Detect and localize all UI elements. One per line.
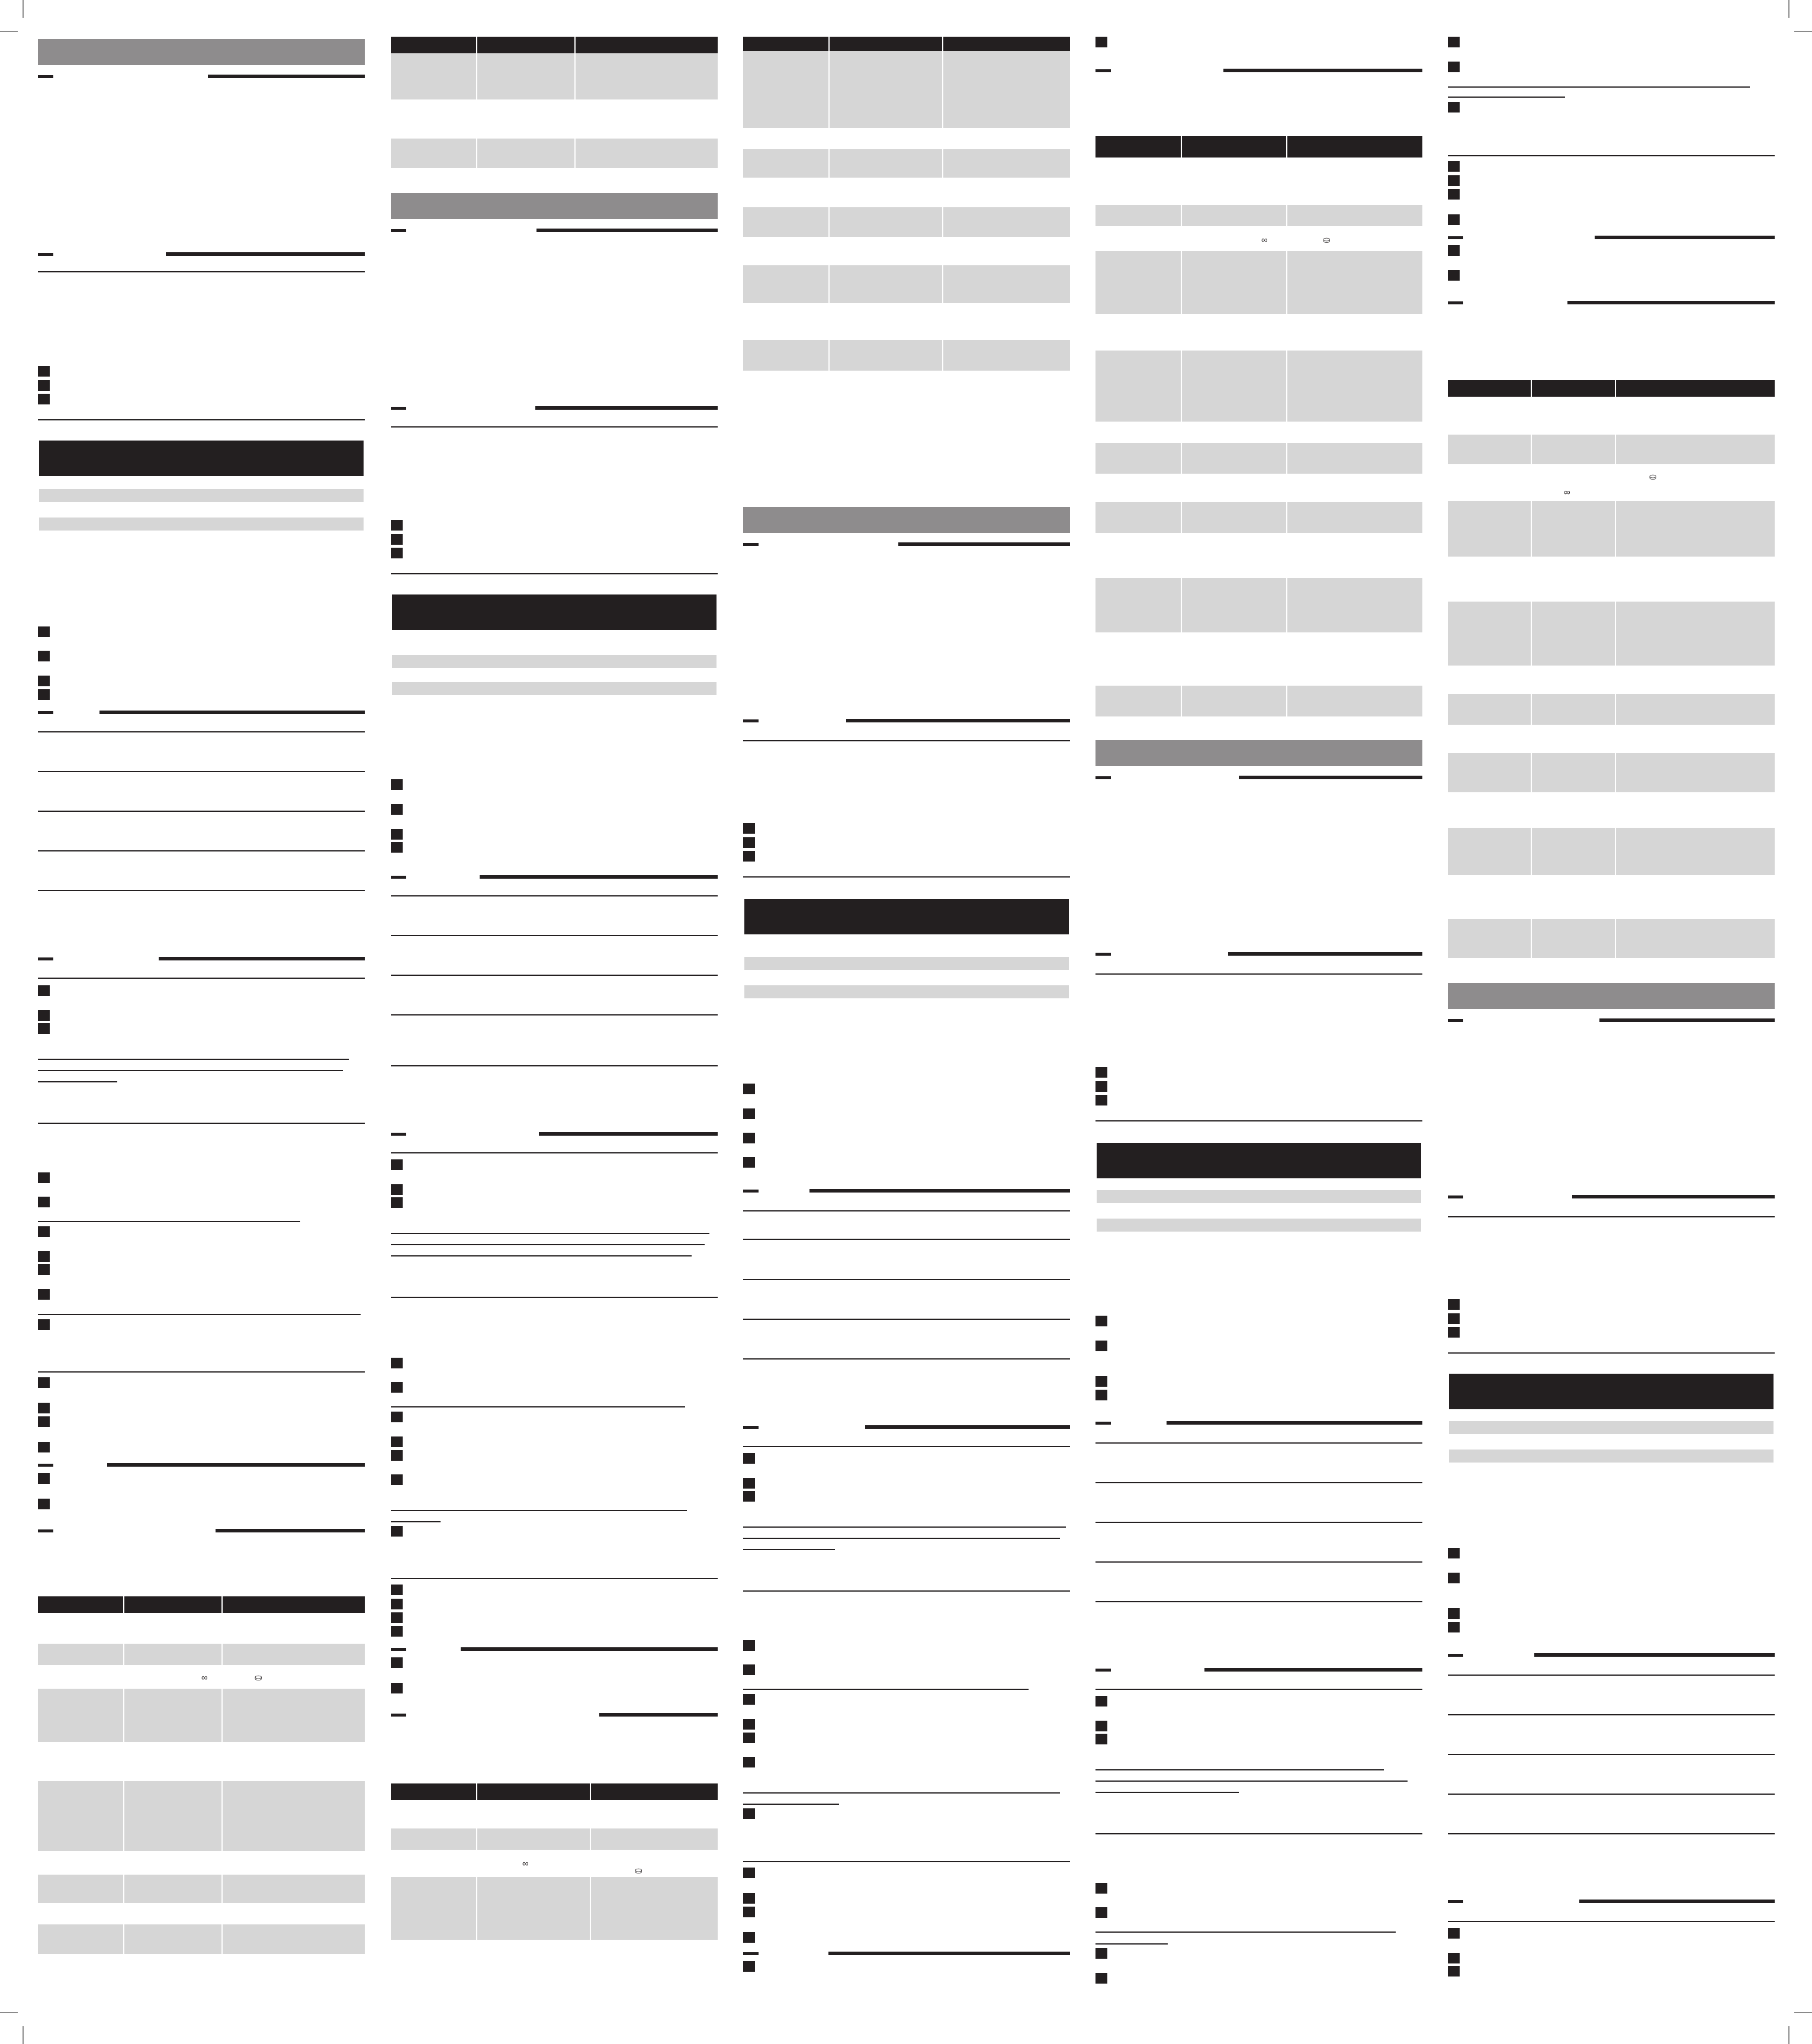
note-rule	[391, 1244, 705, 1245]
table-row	[38, 1924, 365, 1954]
cycle-icon: ∞	[1564, 487, 1570, 497]
subtitle-bar	[1097, 1219, 1421, 1232]
divider	[743, 740, 1070, 741]
table-row	[38, 1781, 365, 1851]
divider	[38, 811, 365, 812]
note-rule	[38, 1070, 343, 1071]
step-marker	[38, 366, 50, 377]
step-marker	[38, 1023, 50, 1034]
column-3	[743, 0, 1070, 2044]
section-band	[38, 39, 365, 65]
step-marker	[743, 823, 755, 834]
step-marker	[391, 829, 403, 840]
table-row	[38, 1689, 365, 1742]
crop-mark-bottom-right	[1788, 2026, 1789, 2044]
step-marker	[1448, 102, 1460, 113]
divider	[1095, 1833, 1422, 1834]
divider	[1448, 155, 1775, 156]
step-marker	[38, 1377, 50, 1388]
step-marker	[38, 1416, 50, 1427]
subsection-header	[391, 874, 718, 880]
divider	[1095, 1482, 1422, 1483]
divider	[1095, 973, 1422, 975]
step-marker	[391, 548, 403, 558]
divider	[1095, 1522, 1422, 1523]
subsection-header	[743, 1424, 1070, 1430]
settings-table-continued	[391, 37, 718, 168]
subsection-header	[38, 709, 365, 715]
step-marker	[38, 626, 50, 637]
table-header-row	[391, 37, 718, 53]
step-marker	[391, 534, 403, 545]
chapter-band	[392, 594, 717, 630]
step-marker	[391, 1159, 403, 1170]
section-band	[1095, 740, 1422, 766]
chapter-band	[744, 899, 1069, 934]
divider	[391, 1014, 718, 1015]
step-marker	[391, 1612, 403, 1623]
step-marker	[1095, 1067, 1107, 1078]
step-marker	[391, 1358, 403, 1368]
step-marker	[38, 1289, 50, 1300]
step-marker	[743, 1694, 755, 1705]
step-marker	[391, 1450, 403, 1461]
step-marker	[391, 1526, 403, 1537]
step-marker	[1095, 1376, 1107, 1387]
step-marker	[743, 1893, 755, 1904]
subtitle-bar	[392, 682, 717, 695]
basket-icon: ⛀	[635, 1866, 642, 1876]
divider	[743, 1279, 1070, 1280]
divider	[743, 1358, 1070, 1360]
step-marker	[743, 1961, 755, 1972]
step-marker	[391, 842, 403, 853]
note-rule	[1448, 97, 1565, 98]
table-row	[1448, 501, 1775, 557]
step-marker	[38, 1251, 50, 1262]
table-row	[1095, 205, 1422, 226]
step-marker	[1448, 1313, 1460, 1324]
note-rule	[38, 1059, 349, 1060]
subsection-header	[38, 73, 365, 79]
step-marker	[1095, 1883, 1107, 1894]
divider	[391, 1065, 718, 1066]
note-rule	[1095, 1781, 1408, 1782]
table-row	[1095, 502, 1422, 533]
divider	[391, 1578, 718, 1579]
subsection-header	[743, 541, 1070, 547]
subsection-header	[38, 956, 365, 962]
table-row	[38, 1875, 365, 1903]
note-rule	[1448, 86, 1750, 88]
step-marker	[743, 1808, 755, 1819]
cycle-icon: ∞	[522, 1859, 529, 1869]
subsection-header	[391, 227, 718, 233]
note-rule	[391, 1510, 687, 1511]
step-marker	[1448, 1573, 1460, 1583]
table-row	[1095, 351, 1422, 422]
subsection-header	[1448, 1898, 1775, 1904]
table-row	[1095, 251, 1422, 314]
divider	[1095, 1561, 1422, 1563]
step-marker	[38, 689, 50, 700]
step-marker	[1448, 270, 1460, 281]
note-rule	[38, 1081, 117, 1082]
step-marker	[391, 1585, 403, 1595]
step-marker	[1448, 189, 1460, 200]
step-marker	[38, 1172, 50, 1183]
divider	[38, 850, 365, 851]
note-rule	[38, 1221, 300, 1222]
settings-table-continued	[743, 37, 1070, 371]
step-marker	[743, 1157, 755, 1168]
settings-table-continued	[1095, 136, 1422, 716]
step-marker	[38, 651, 50, 661]
divider	[1448, 1675, 1775, 1676]
crop-mark-right-top	[1794, 31, 1812, 32]
step-marker	[391, 804, 403, 815]
column-5	[1448, 0, 1775, 2044]
chapter-band	[1097, 1143, 1421, 1178]
step-marker	[1448, 175, 1460, 186]
step-marker	[1448, 1327, 1460, 1338]
divider	[38, 1371, 365, 1373]
step-marker	[391, 520, 403, 531]
subsection-header	[38, 1528, 365, 1534]
step-marker	[1095, 37, 1107, 47]
divider	[743, 1319, 1070, 1320]
settings-table	[38, 1596, 365, 1956]
divider	[1095, 1601, 1422, 1602]
cycle-icon: ∞	[1261, 235, 1268, 245]
step-marker	[743, 1108, 755, 1119]
subsection-header	[38, 1462, 365, 1468]
divider	[1448, 1216, 1775, 1217]
step-marker	[743, 837, 755, 848]
subsection-header	[391, 1712, 718, 1718]
divider	[391, 426, 718, 428]
note-rule	[743, 1689, 1029, 1690]
subtitle-bar	[39, 489, 364, 502]
crop-mark-top-right	[1788, 0, 1789, 18]
subsection-header	[1448, 300, 1775, 306]
step-marker	[391, 1474, 403, 1485]
divider	[743, 1861, 1070, 1862]
step-marker	[1095, 1095, 1107, 1105]
step-marker	[1448, 245, 1460, 256]
note-rule	[1095, 1943, 1168, 1945]
divider	[38, 1314, 361, 1315]
subsection-header	[1095, 1420, 1422, 1426]
note-rule	[743, 1526, 1066, 1528]
step-marker	[38, 1403, 50, 1413]
step-marker	[391, 1184, 403, 1195]
note-rule	[391, 1521, 441, 1522]
step-marker	[1448, 1928, 1460, 1939]
step-marker	[1448, 62, 1460, 72]
divider	[1095, 1120, 1422, 1121]
note-rule	[1095, 1931, 1396, 1933]
subsection-header	[391, 1131, 718, 1137]
step-marker	[743, 1640, 755, 1651]
subsection-header	[1448, 234, 1775, 240]
divider	[38, 731, 365, 732]
note-rule	[1095, 1769, 1384, 1770]
step-marker	[1095, 1973, 1107, 1984]
column-4	[1095, 0, 1422, 2044]
subsection-header	[1448, 1652, 1775, 1658]
divider	[1448, 1754, 1775, 1755]
subsection-header	[1448, 1017, 1775, 1023]
subsection-header	[743, 718, 1070, 724]
table-row	[1448, 435, 1775, 464]
divider	[1448, 1794, 1775, 1795]
step-marker	[391, 1657, 403, 1668]
table-row	[743, 207, 1070, 237]
divider	[743, 1210, 1070, 1211]
column-1	[38, 0, 365, 2044]
crop-mark-bottom-left	[23, 2026, 24, 2044]
note-rule	[391, 1255, 692, 1256]
step-marker	[38, 1010, 50, 1021]
crop-mark-top-left	[23, 0, 24, 18]
step-marker	[38, 1226, 50, 1237]
subtitle-bar	[1449, 1421, 1774, 1434]
chapter-band	[1449, 1374, 1774, 1409]
divider	[391, 895, 718, 896]
crop-mark-right-bottom	[1794, 2012, 1812, 2013]
step-marker	[391, 1412, 403, 1422]
step-marker	[391, 1683, 403, 1693]
table-row	[1448, 919, 1775, 958]
divider	[391, 975, 718, 976]
divider	[391, 1152, 718, 1153]
divider	[1448, 1921, 1775, 1922]
table-row	[743, 149, 1070, 178]
cycle-icon: ∞	[201, 1673, 208, 1683]
step-marker	[743, 1664, 755, 1675]
step-marker	[1095, 1081, 1107, 1092]
table-header-row	[743, 37, 1070, 51]
subsection-header	[743, 1188, 1070, 1194]
table-row	[1095, 578, 1422, 632]
subsection-header	[1448, 1194, 1775, 1200]
step-marker	[743, 851, 755, 862]
step-marker	[1095, 1907, 1107, 1918]
note-rule	[743, 1804, 839, 1805]
table-row	[1095, 443, 1422, 474]
divider	[743, 1590, 1070, 1592]
step-marker	[391, 1197, 403, 1208]
step-marker	[391, 1599, 403, 1609]
table-header-row	[38, 1596, 365, 1613]
note-rule	[391, 1406, 685, 1407]
subsection-header	[391, 1646, 718, 1652]
step-marker	[38, 394, 50, 404]
step-marker	[38, 1499, 50, 1509]
table-row	[743, 265, 1070, 303]
section-band	[1448, 983, 1775, 1009]
divider	[38, 419, 365, 420]
subtitle-bar	[39, 518, 364, 531]
table-row	[1448, 602, 1775, 666]
divider	[1448, 1714, 1775, 1715]
step-marker	[38, 380, 50, 391]
divider	[38, 978, 365, 979]
step-marker	[1095, 1721, 1107, 1731]
table-row	[391, 1877, 718, 1940]
chapter-band	[39, 441, 364, 476]
step-marker	[1448, 1622, 1460, 1632]
step-marker	[743, 1733, 755, 1743]
step-marker	[391, 779, 403, 790]
step-marker	[391, 1626, 403, 1637]
settings-table-continued	[1448, 380, 1775, 960]
step-marker	[1095, 1316, 1107, 1326]
step-marker	[1448, 214, 1460, 225]
step-marker	[38, 1264, 50, 1275]
step-marker	[38, 985, 50, 996]
divider	[391, 935, 718, 936]
step-marker	[38, 676, 50, 686]
subtitle-bar	[1449, 1450, 1774, 1463]
step-marker	[38, 1442, 50, 1452]
basket-icon: ⛀	[255, 1673, 262, 1683]
divider	[38, 771, 365, 772]
divider	[38, 1123, 365, 1124]
table-row	[1448, 694, 1775, 725]
section-band	[391, 193, 718, 219]
note-rule	[1095, 1792, 1239, 1793]
subsection-header	[1095, 774, 1422, 780]
step-marker	[1448, 1966, 1460, 1976]
table-row	[38, 1644, 365, 1665]
step-marker	[743, 1868, 755, 1878]
step-marker	[743, 1491, 755, 1502]
step-marker	[38, 1473, 50, 1484]
step-marker	[1448, 1299, 1460, 1310]
subsection-header	[1095, 951, 1422, 957]
table-header-row	[1448, 380, 1775, 397]
table-row	[1448, 828, 1775, 875]
divider	[743, 876, 1070, 878]
divider	[391, 1297, 718, 1298]
divider	[1448, 1352, 1775, 1354]
note-rule	[391, 1233, 709, 1234]
step-marker	[1448, 1953, 1460, 1963]
table-row	[743, 340, 1070, 371]
step-marker	[1095, 1734, 1107, 1744]
subtitle-bar	[1097, 1190, 1421, 1203]
subtitle-bar	[744, 985, 1069, 998]
table-row	[391, 53, 718, 99]
step-marker	[743, 1478, 755, 1489]
settings-table	[391, 1783, 718, 1940]
subtitle-bar	[744, 957, 1069, 970]
step-marker	[743, 1453, 755, 1464]
note-rule	[743, 1549, 835, 1550]
step-marker	[1095, 1341, 1107, 1351]
table-row	[391, 1828, 718, 1850]
subsection-header	[1095, 1667, 1422, 1673]
step-marker	[1448, 161, 1460, 172]
section-band	[743, 507, 1070, 533]
step-marker	[38, 1319, 50, 1330]
divider	[1095, 1442, 1422, 1444]
step-marker	[1448, 37, 1460, 47]
step-marker	[743, 1907, 755, 1917]
table-row	[743, 51, 1070, 128]
column-2	[391, 0, 718, 2044]
step-marker	[1095, 1948, 1107, 1959]
divider	[391, 573, 718, 574]
divider	[38, 271, 365, 272]
table-header-row	[391, 1783, 718, 1800]
divider	[1095, 1689, 1422, 1690]
subsection-header	[391, 405, 718, 411]
subsection-header	[38, 251, 365, 257]
step-marker	[743, 1932, 755, 1943]
table-row	[391, 139, 718, 168]
table-row	[1448, 753, 1775, 792]
step-marker	[743, 1084, 755, 1094]
crop-mark-left-top	[0, 31, 18, 32]
divider	[743, 1446, 1070, 1447]
divider	[1448, 1833, 1775, 1834]
step-marker	[1095, 1390, 1107, 1400]
step-marker	[38, 1197, 50, 1207]
divider	[743, 1239, 1070, 1240]
basket-icon: ⛀	[1323, 235, 1331, 245]
table-row	[1095, 686, 1422, 716]
table-header-row	[1095, 136, 1422, 158]
step-marker	[743, 1133, 755, 1143]
step-marker	[391, 1436, 403, 1447]
note-rule	[743, 1792, 1060, 1794]
step-marker	[1095, 1696, 1107, 1706]
step-marker	[1448, 1608, 1460, 1619]
crop-mark-left-bottom	[0, 2012, 18, 2013]
step-marker	[743, 1719, 755, 1730]
subsection-header	[743, 1950, 1070, 1956]
note-rule	[743, 1538, 1060, 1539]
basket-icon: ⛀	[1649, 472, 1657, 482]
divider	[38, 890, 365, 891]
step-marker	[743, 1757, 755, 1767]
subtitle-bar	[392, 655, 717, 668]
subsection-header	[1095, 68, 1422, 73]
step-marker	[1448, 1548, 1460, 1558]
step-marker	[391, 1382, 403, 1393]
